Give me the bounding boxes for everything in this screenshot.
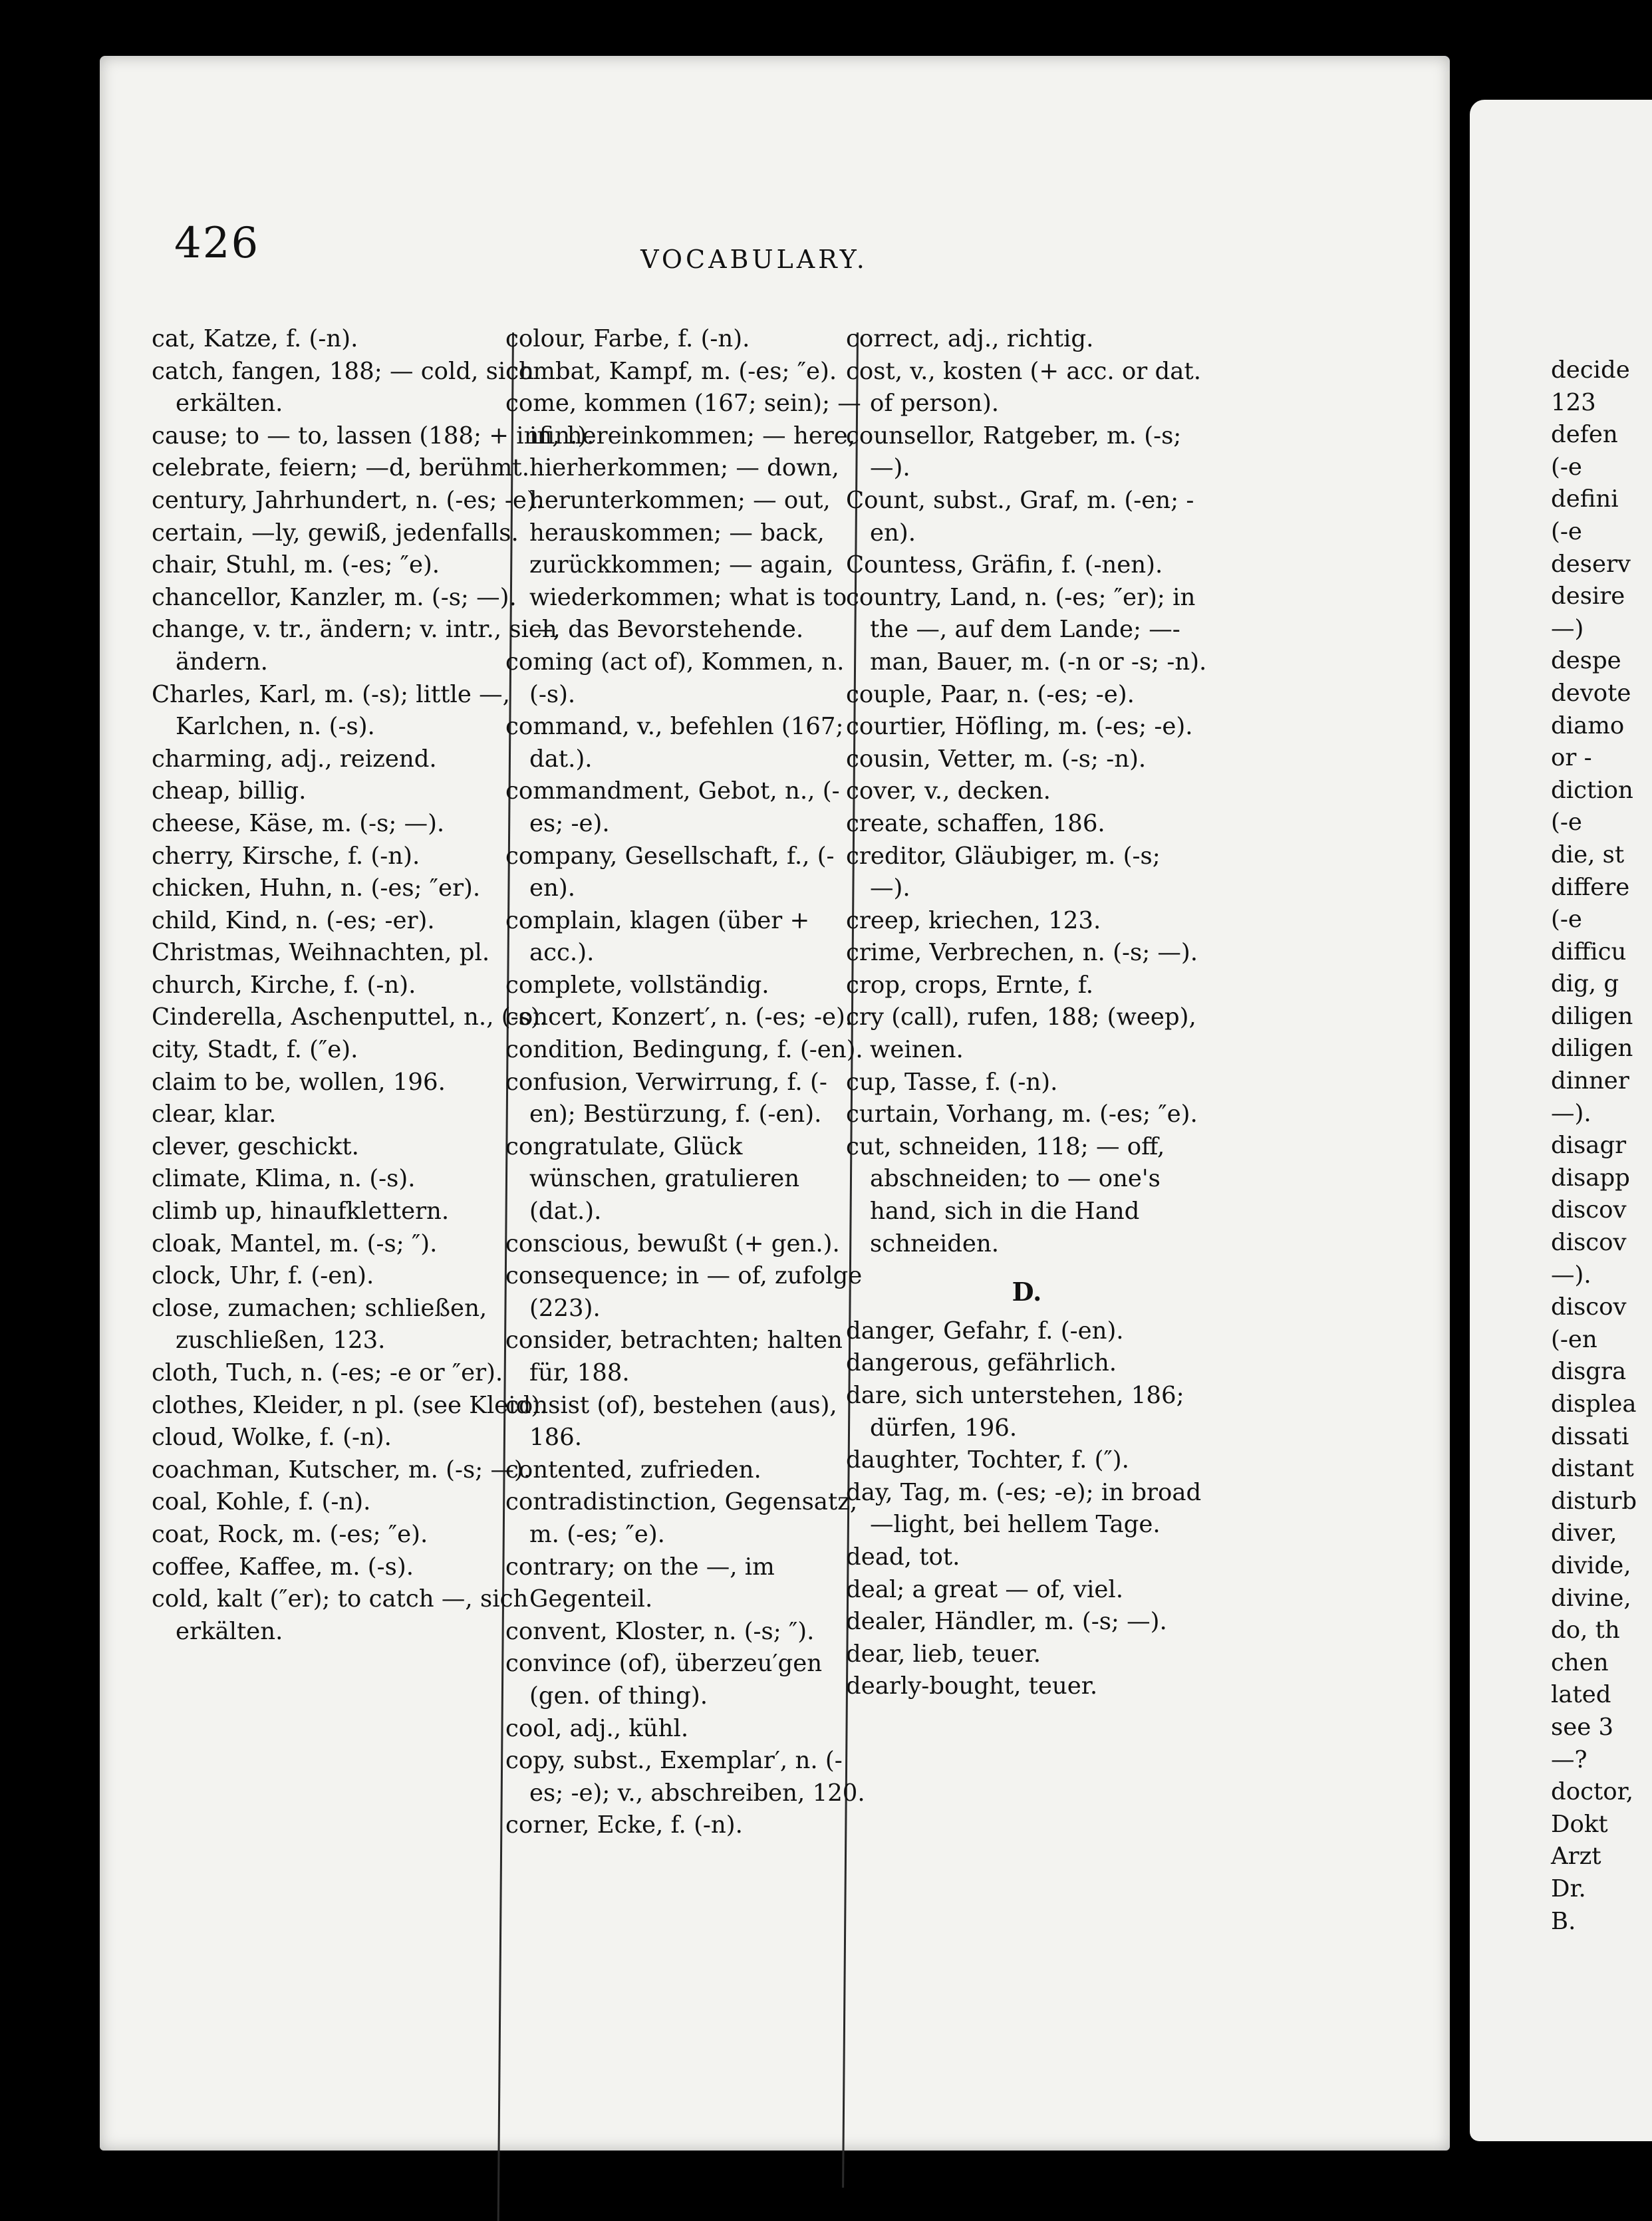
vocabulary-entry: coat, Rock, m. (-es; ″e).: [152, 1520, 428, 1548]
vocabulary-entry: coal, Kohle, f. (-n).: [152, 1488, 371, 1516]
vocabulary-entry: cause; to — to, lassen (188; + infin.).: [152, 422, 595, 450]
facing-page-fragment: defini: [1551, 485, 1619, 513]
vocabulary-entry: dead, tot.: [846, 1543, 960, 1571]
vocabulary-entry: catch, fangen, 188; — cold, sich erkälten.: [152, 357, 534, 418]
vocabulary-entry: child, Kind, n. (-es; -er).: [152, 906, 435, 934]
facing-page-fragment: defen: [1551, 421, 1618, 449]
vocabulary-entry: command, v., befehlen (167; dat.).: [505, 713, 844, 773]
vocabulary-entry: cherry, Kirsche, f. (-n).: [152, 842, 420, 870]
vocabulary-entry: chicken, Huhn, n. (-es; ″er).: [152, 874, 481, 902]
vocabulary-entry: chair, Stuhl, m. (-es; ″e).: [152, 551, 440, 579]
vocabulary-entry: consist (of), bestehen (aus), 186.: [505, 1391, 837, 1452]
facing-page-fragment: —?: [1551, 1746, 1587, 1773]
vocabulary-entry: Charles, Karl, m. (-s); little —, Karlchen, n. (-s).: [152, 680, 510, 741]
vocabulary-entry: cloak, Mantel, m. (-s; ″).: [152, 1230, 438, 1257]
vocabulary-entry: crime, Verbrechen, n. (-s; —).: [846, 939, 1198, 967]
facing-page-fragment: disturb: [1551, 1487, 1637, 1515]
vocabulary-entry: Christmas, Weihnachten, pl.: [152, 939, 490, 967]
vocabulary-entry: cost, v., kosten (+ acc. or dat. of person).: [846, 357, 1201, 418]
vocabulary-entry: coming (act of), Kommen, n. (-s).: [505, 648, 845, 708]
facing-page-fragment: discov: [1551, 1229, 1627, 1257]
vocabulary-entry: dangerous, gefährlich.: [846, 1349, 1117, 1377]
vocabulary-entry: cut, schneiden, 118; — off, abschneiden; to — one's hand, sich in die Hand schneiden.: [846, 1132, 1165, 1257]
vocabulary-entry: country, Land, n. (-es; ″er); in the —, auf dem Lande; —-man, Bauer, m. (-n or -s; -n).: [846, 583, 1207, 676]
facing-page-fragment: difficu: [1551, 938, 1627, 966]
vocabulary-entry: curtain, Vorhang, m. (-es; ″e).: [846, 1101, 1198, 1128]
facing-page-fragment: diamo: [1551, 712, 1625, 739]
facing-page-fragment: dig, g: [1551, 970, 1619, 998]
facing-page-fragment: dinner: [1551, 1067, 1629, 1095]
facing-page-fragment: (-e: [1551, 906, 1582, 934]
vocabulary-entry: climb up, hinaufklettern.: [152, 1198, 450, 1226]
vocabulary-entry: charming, adj., reizend.: [152, 745, 437, 773]
vocabulary-entry: century, Jahrhundert, n. (-es; -e).: [152, 486, 544, 514]
facing-page-fragment: disagr: [1551, 1132, 1627, 1160]
vocabulary-entry: congratulate, Glück wünschen, gratulieren (dat.).: [505, 1132, 800, 1226]
vocabulary-entry: come, kommen (167; sein); — in, hereinkommen; — here, hierherkommen; — down, herunterkommen; — out, herauskommen; — back, zurückkommen; — again, wiederkommen; what is to —, das Bevorstehende.: [505, 390, 861, 644]
facing-page-fragment: divide,: [1551, 1551, 1631, 1579]
vocabulary-entry: celebrate, feiern; —d, berühmt.: [152, 454, 529, 482]
facing-page-fragment: distant: [1551, 1455, 1634, 1483]
facing-page-fragment: —).: [1551, 1261, 1591, 1289]
vocabulary-entry: Count, subst., Graf, m. (-en; -en).: [846, 486, 1194, 547]
vocabulary-entry: creditor, Gläubiger, m. (-s; —).: [846, 842, 1161, 902]
vocabulary-entry: dear, lieb, teuer.: [846, 1640, 1041, 1668]
facing-page-fragment: (-en: [1551, 1325, 1597, 1353]
facing-page-fragment: diligen: [1551, 1035, 1633, 1063]
vocabulary-entry: conscious, bewußt (+ gen.).: [505, 1230, 840, 1257]
vocabulary-entry: cover, v., decken.: [846, 777, 1051, 805]
vocabulary-entry: chancellor, Kanzler, m. (-s; —).: [152, 583, 517, 611]
facing-page-fragment: 123: [1551, 388, 1596, 416]
facing-page-fragment: chen: [1551, 1648, 1609, 1676]
vocabulary-entry: clever, geschickt.: [152, 1132, 359, 1160]
facing-page-fragment: do, th: [1551, 1617, 1620, 1644]
facing-page-fragment: differe: [1551, 873, 1630, 901]
vocabulary-entry: crop, crops, Ernte, f.: [846, 971, 1094, 999]
vocabulary-entry: cousin, Vetter, m. (-s; -n).: [846, 745, 1147, 773]
vocabulary-entry: contrary; on the —, im Gegenteil.: [505, 1553, 775, 1613]
facing-page-fragment: Dr.: [1551, 1875, 1586, 1902]
facing-page-fragment: or -: [1551, 744, 1592, 772]
facing-page-fragment: desire: [1551, 583, 1625, 610]
vocabulary-entry: change, v. tr., ändern; v. intr., sich ändern.: [152, 616, 557, 676]
section-letter: D.: [1012, 1277, 1042, 1307]
vocabulary-entry: city, Stadt, f. (″e).: [152, 1036, 358, 1064]
vocabulary-entry: deal; a great — of, viel.: [846, 1575, 1124, 1603]
facing-page-fragment: —).: [1551, 1099, 1591, 1127]
vocabulary-entry: cold, kalt (″er); to catch —, sich erkälten.: [152, 1585, 529, 1645]
facing-page-fragment: die, st: [1551, 841, 1625, 868]
vocabulary-entry: creep, kriechen, 123.: [846, 906, 1101, 934]
vocabulary-entry: cheap, billig.: [152, 777, 307, 805]
vocabulary-entry: climate, Klima, n. (-s).: [152, 1165, 416, 1193]
vocabulary-entry: cry (call), rufen, 188; (weep), weinen.: [846, 1003, 1196, 1064]
vocabulary-entry: Cinderella, Aschenputtel, n., (-s).: [152, 1003, 547, 1031]
facing-page-fragment: despe: [1551, 647, 1621, 675]
facing-page-fragment: devote: [1551, 679, 1631, 707]
facing-page-fragment: (-e: [1551, 517, 1582, 545]
vocabulary-entry: condition, Bedingung, f. (-en).: [505, 1036, 863, 1064]
facing-page-fragment: disapp: [1551, 1164, 1630, 1192]
vocabulary-entry: confusion, Verwirrung, f. (-en); Bestürzung, f. (-en).: [505, 1068, 827, 1128]
vocabulary-entry: cloth, Tuch, n. (-es; -e or ″er).: [152, 1359, 503, 1386]
vocabulary-entry: colour, Farbe, f. (-n).: [505, 325, 750, 352]
vocabulary-entry: combat, Kampf, m. (-es; ″e).: [505, 357, 837, 385]
vocabulary-entry: complete, vollständig.: [505, 971, 769, 999]
vocabulary-entry: correct, adj., richtig.: [846, 325, 1094, 352]
vocabulary-entry: clothes, Kleider, n pl. (see Kleid).: [152, 1391, 548, 1419]
vocabulary-entry: convince (of), überzeu′gen (gen. of thing).: [505, 1650, 823, 1710]
facing-page-fragment: see 3: [1551, 1713, 1614, 1741]
vocabulary-entry: danger, Gefahr, f. (-en).: [846, 1317, 1124, 1345]
vocabulary-entry: copy, subst., Exemplar′, n. (-es; -e); v., abschreiben, 120.: [505, 1747, 865, 1807]
facing-page-fragment: disgra: [1551, 1358, 1627, 1386]
vocabulary-entry: commandment, Gebot, n., (-es; -e).: [505, 777, 840, 837]
vocabulary-column-2: [505, 323, 867, 1842]
vocabulary-entry: counsellor, Ratgeber, m. (-s; —).: [846, 422, 1182, 482]
vocabulary-entry: cloud, Wolke, f. (-n).: [152, 1424, 392, 1452]
vocabulary-entry: concert, Konzert′, n. (-es; -e).: [505, 1003, 853, 1031]
vocabulary-entry: courtier, Höfling, m. (-es; -e).: [846, 713, 1193, 741]
vocabulary-entry: clock, Uhr, f. (-en).: [152, 1262, 374, 1290]
vocabulary-entry: close, zumachen; schließen, zuschließen, 123.: [152, 1294, 487, 1355]
vocabulary-entry: coachman, Kutscher, m. (-s; —).: [152, 1456, 531, 1484]
facing-page-fragment: decide: [1551, 356, 1630, 384]
vocabulary-entry: company, Gesellschaft, f., (-en).: [505, 842, 835, 902]
facing-page-fragment: doctor,: [1551, 1778, 1633, 1806]
facing-page-fragment: B.: [1551, 1907, 1576, 1935]
vocabulary-entry: couple, Paar, n. (-es; -e).: [846, 680, 1135, 708]
vocabulary-entry: day, Tag, m. (-es; -e); in broad —light, bei hellem Tage.: [846, 1478, 1202, 1539]
facing-page-column: [1551, 354, 1652, 1938]
facing-page-fragment: —): [1551, 614, 1584, 642]
vocabulary-entry: convent, Kloster, n. (-s; ″).: [505, 1617, 815, 1645]
facing-page-fragment: dissati: [1551, 1422, 1629, 1450]
vocabulary-entry: consequence; in — of, zufolge (223).: [505, 1262, 863, 1322]
facing-page-fragment: displea: [1551, 1390, 1637, 1418]
facing-page-fragment: discov: [1551, 1196, 1627, 1224]
vocabulary-entry: create, schaffen, 186.: [846, 809, 1105, 837]
vocabulary-entry: dare, sich unterstehen, 186; dürfen, 196.: [846, 1382, 1184, 1442]
vocabulary-entry: cat, Katze, f. (-n).: [152, 325, 358, 352]
vocabulary-entry: contradistinction, Gegensatz, m. (-es; ″e).: [505, 1488, 858, 1548]
vocabulary-entry: church, Kirche, f. (-n).: [152, 971, 416, 999]
vocabulary-entry: clear, klar.: [152, 1101, 277, 1128]
vocabulary-entry: consider, betrachten; halten für, 188.: [505, 1327, 843, 1386]
vocabulary-entry: claim to be, wollen, 196.: [152, 1068, 446, 1096]
vocabulary-entry: complain, klagen (über + acc.).: [505, 906, 810, 967]
facing-page-fragment: discov: [1551, 1293, 1627, 1321]
facing-page-fragment: Dokt: [1551, 1810, 1608, 1838]
vocabulary-entry: cool, adj., kühl.: [505, 1714, 689, 1742]
vocabulary-entry: Countess, Gräfin, f. (-nen).: [846, 551, 1163, 579]
vocabulary-entry: daughter, Tochter, f. (″).: [846, 1446, 1129, 1474]
vocabulary-entry: contented, zufrieden.: [505, 1456, 761, 1484]
facing-page-fragment: lated: [1551, 1681, 1611, 1709]
facing-page-fragment: diver,: [1551, 1519, 1617, 1547]
facing-page-fragment: divine,: [1551, 1584, 1631, 1612]
facing-page-fragment: deserv: [1551, 550, 1631, 578]
running-head: VOCABULARY.: [640, 245, 868, 274]
vocabulary-entry: corner, Ecke, f. (-n).: [505, 1811, 743, 1839]
facing-page-fragment: diction: [1551, 776, 1633, 804]
vocabulary-entry: cup, Tasse, f. (-n).: [846, 1068, 1058, 1096]
vocabulary-entry: certain, —ly, gewiß, jedenfalls.: [152, 519, 519, 547]
page-number: 426: [174, 219, 260, 268]
facing-page-fragment: (-e: [1551, 809, 1582, 837]
vocabulary-entry: coffee, Kaffee, m. (-s).: [152, 1553, 414, 1581]
facing-page-fragment: Arzt: [1551, 1843, 1601, 1871]
vocabulary-entry: cheese, Käse, m. (-s; —).: [152, 809, 445, 837]
vocabulary-column-3: [846, 323, 1208, 1703]
vocabulary-entry: dearly-bought, teuer.: [846, 1672, 1098, 1700]
vocabulary-entry: dealer, Händler, m. (-s; —).: [846, 1608, 1167, 1636]
facing-page-fragment: (-e: [1551, 453, 1582, 481]
facing-page-fragment: diligen: [1551, 1002, 1633, 1030]
